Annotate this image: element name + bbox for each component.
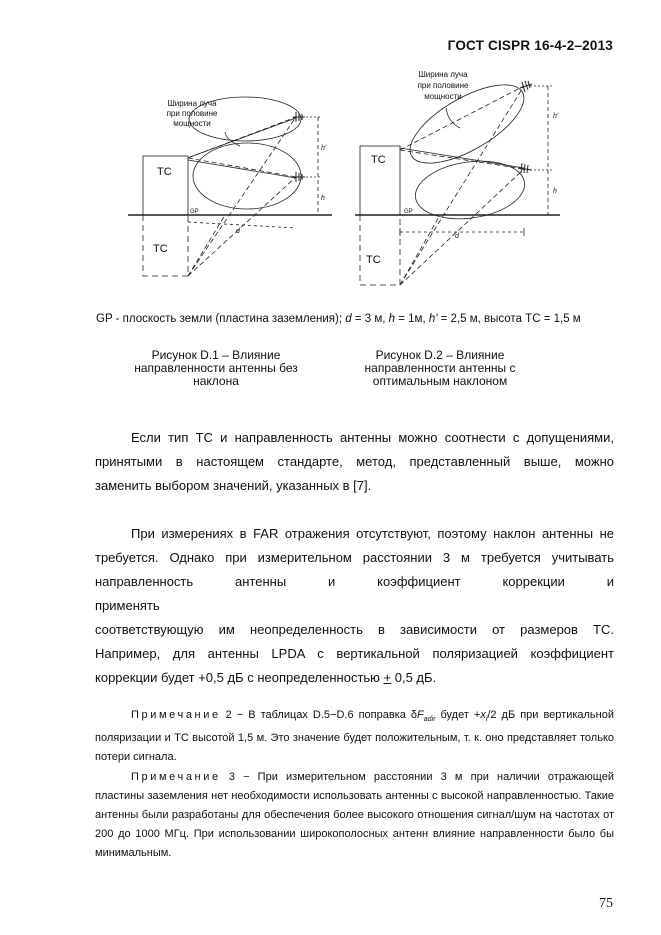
note-2 — [95, 706, 614, 767]
fig2-d-label: d — [455, 233, 459, 240]
note2-f-symbol: F — [417, 709, 424, 721]
fig2-eut-lower-label: ТС — [366, 254, 381, 266]
paragraph-2 — [95, 522, 614, 690]
figure-d2-caption — [342, 349, 538, 388]
figure-d1-caption — [118, 349, 314, 388]
para2-line1: При измерениях в FAR отражения отсутствуют, поэтому наклон антенны не — [131, 526, 614, 541]
note2-word: Примечание — [131, 709, 221, 721]
legend-h-value: = 1м, — [395, 313, 429, 325]
fig2-hprime-label: h' — [553, 113, 559, 120]
legend-hprime-value: = 2,5 м, высота ТС = 1,5 м — [437, 313, 581, 325]
figure-d2 — [355, 69, 560, 285]
eut-upper-1 — [143, 156, 188, 215]
caption1-line2: направленности антенны без — [134, 361, 298, 375]
figure-legend-caption — [96, 313, 581, 325]
para1-line3: заменить выбором значений, указанных в [7]. — [95, 478, 372, 493]
eut-image-2 — [360, 215, 400, 285]
note2-x-symbol: x — [480, 709, 486, 721]
fig1-h-label: h — [321, 195, 325, 202]
note2-text-c: /2 дБ при вертикальной поляризации и ТС высотой 1,5 м. Это значение будет положительным, т. к. оно представляет только потери сигнала. — [95, 709, 614, 764]
fig2-eut-upper-label: ТС — [371, 154, 386, 166]
para2-line3: направленность антенны и коэффициент коррекции и применять — [95, 574, 614, 613]
figure-drawings — [0, 0, 661, 300]
fig1-gp-label: GP — [190, 209, 199, 215]
note3-word: Примечание — [131, 771, 221, 783]
fig1-hprime-label: h' — [321, 145, 327, 152]
plus-minus-sign: + — [383, 670, 392, 685]
fig2-beam-label-line1: Ширина луча — [418, 70, 468, 79]
caption2-line3: оптимальным наклоном — [372, 374, 508, 388]
fig2-h-label: h — [553, 188, 557, 195]
fig2-beam-label-line3: мощности — [424, 92, 462, 101]
caption2-line1: Рисунок D.2 – Влияние — [375, 348, 505, 362]
fig1-eut-lower-label: ТС — [153, 243, 168, 255]
fig1-d-label: d — [236, 228, 240, 235]
fig1-beam-label-line2: при половине — [166, 109, 218, 118]
fig1-eut-upper-label: ТС — [157, 166, 172, 178]
legend-h-symbol: h — [388, 313, 396, 325]
note2-f-subscript: adir — [423, 716, 436, 724]
figures-area — [0, 0, 661, 300]
caption2-line2: направленности антенны с — [364, 361, 516, 375]
para2-line4: соответствующую им неопределенность в зависимости от размеров ТС. — [95, 622, 614, 637]
legend-prefix: GP - плоскость земли (пластина заземления); — [96, 313, 346, 325]
para2-line2: требуется. Однако при измерительном расстоянии 3 м требуется учитывать — [95, 550, 614, 565]
fig2-gp-label: GP — [404, 209, 413, 215]
page-number: 75 — [599, 896, 613, 911]
paragraph-1 — [95, 426, 614, 498]
note2-text-a: 2 − В таблицах D.5−D.6 поправка δ — [220, 709, 418, 721]
caption1-line1: Рисунок D.1 – Влияние — [151, 348, 281, 362]
note2-text-b: будет + — [435, 709, 481, 721]
fig1-beam-label-line1: Ширина луча — [167, 99, 217, 108]
legend-d-symbol: d — [345, 313, 352, 325]
caption1-line3: наклона — [193, 374, 239, 388]
document-header: ГОСТ CISPR 16-4-2–2013 — [447, 38, 613, 53]
fig2-beam-label-line2: при половине — [417, 81, 469, 90]
para2-line6-a: коррекции будет +0,5 дБ с неопределенностью — [95, 670, 384, 685]
para1-line1: Если тип ТС и направленность антенны можно соотнести с допущениями, — [131, 430, 614, 445]
note3-text: 3 − При измерительном расстоянии 3 м при наличии отражающей пластины заземления нет необходимости использовать антенны с высокой направленностью. Такие антенны были разработаны для обеспечения более высокого отношения сигнал/шум на частотах от 200 до 1000 МГц. При использовании широкополосных антенн влияние направленности было бы минимальным. — [95, 771, 614, 859]
antenna-upper-2 — [520, 81, 532, 92]
legend-d-value: = 3 м, — [351, 313, 389, 325]
para2-line5: Например, для антенны LPDA с вертикальной поляризацией коэффициент — [95, 646, 614, 661]
para1-line2: принятыми в настоящем стандарте, метод, представленный выше, можно — [95, 454, 614, 469]
note-3 — [95, 768, 614, 863]
legend-hprime-symbol: h' — [428, 313, 438, 325]
para2-line6-b: 0,5 дБ. — [391, 670, 437, 685]
note2-x-subscript: i — [485, 716, 488, 724]
fig1-beam-label-line3: мощности — [173, 119, 211, 128]
